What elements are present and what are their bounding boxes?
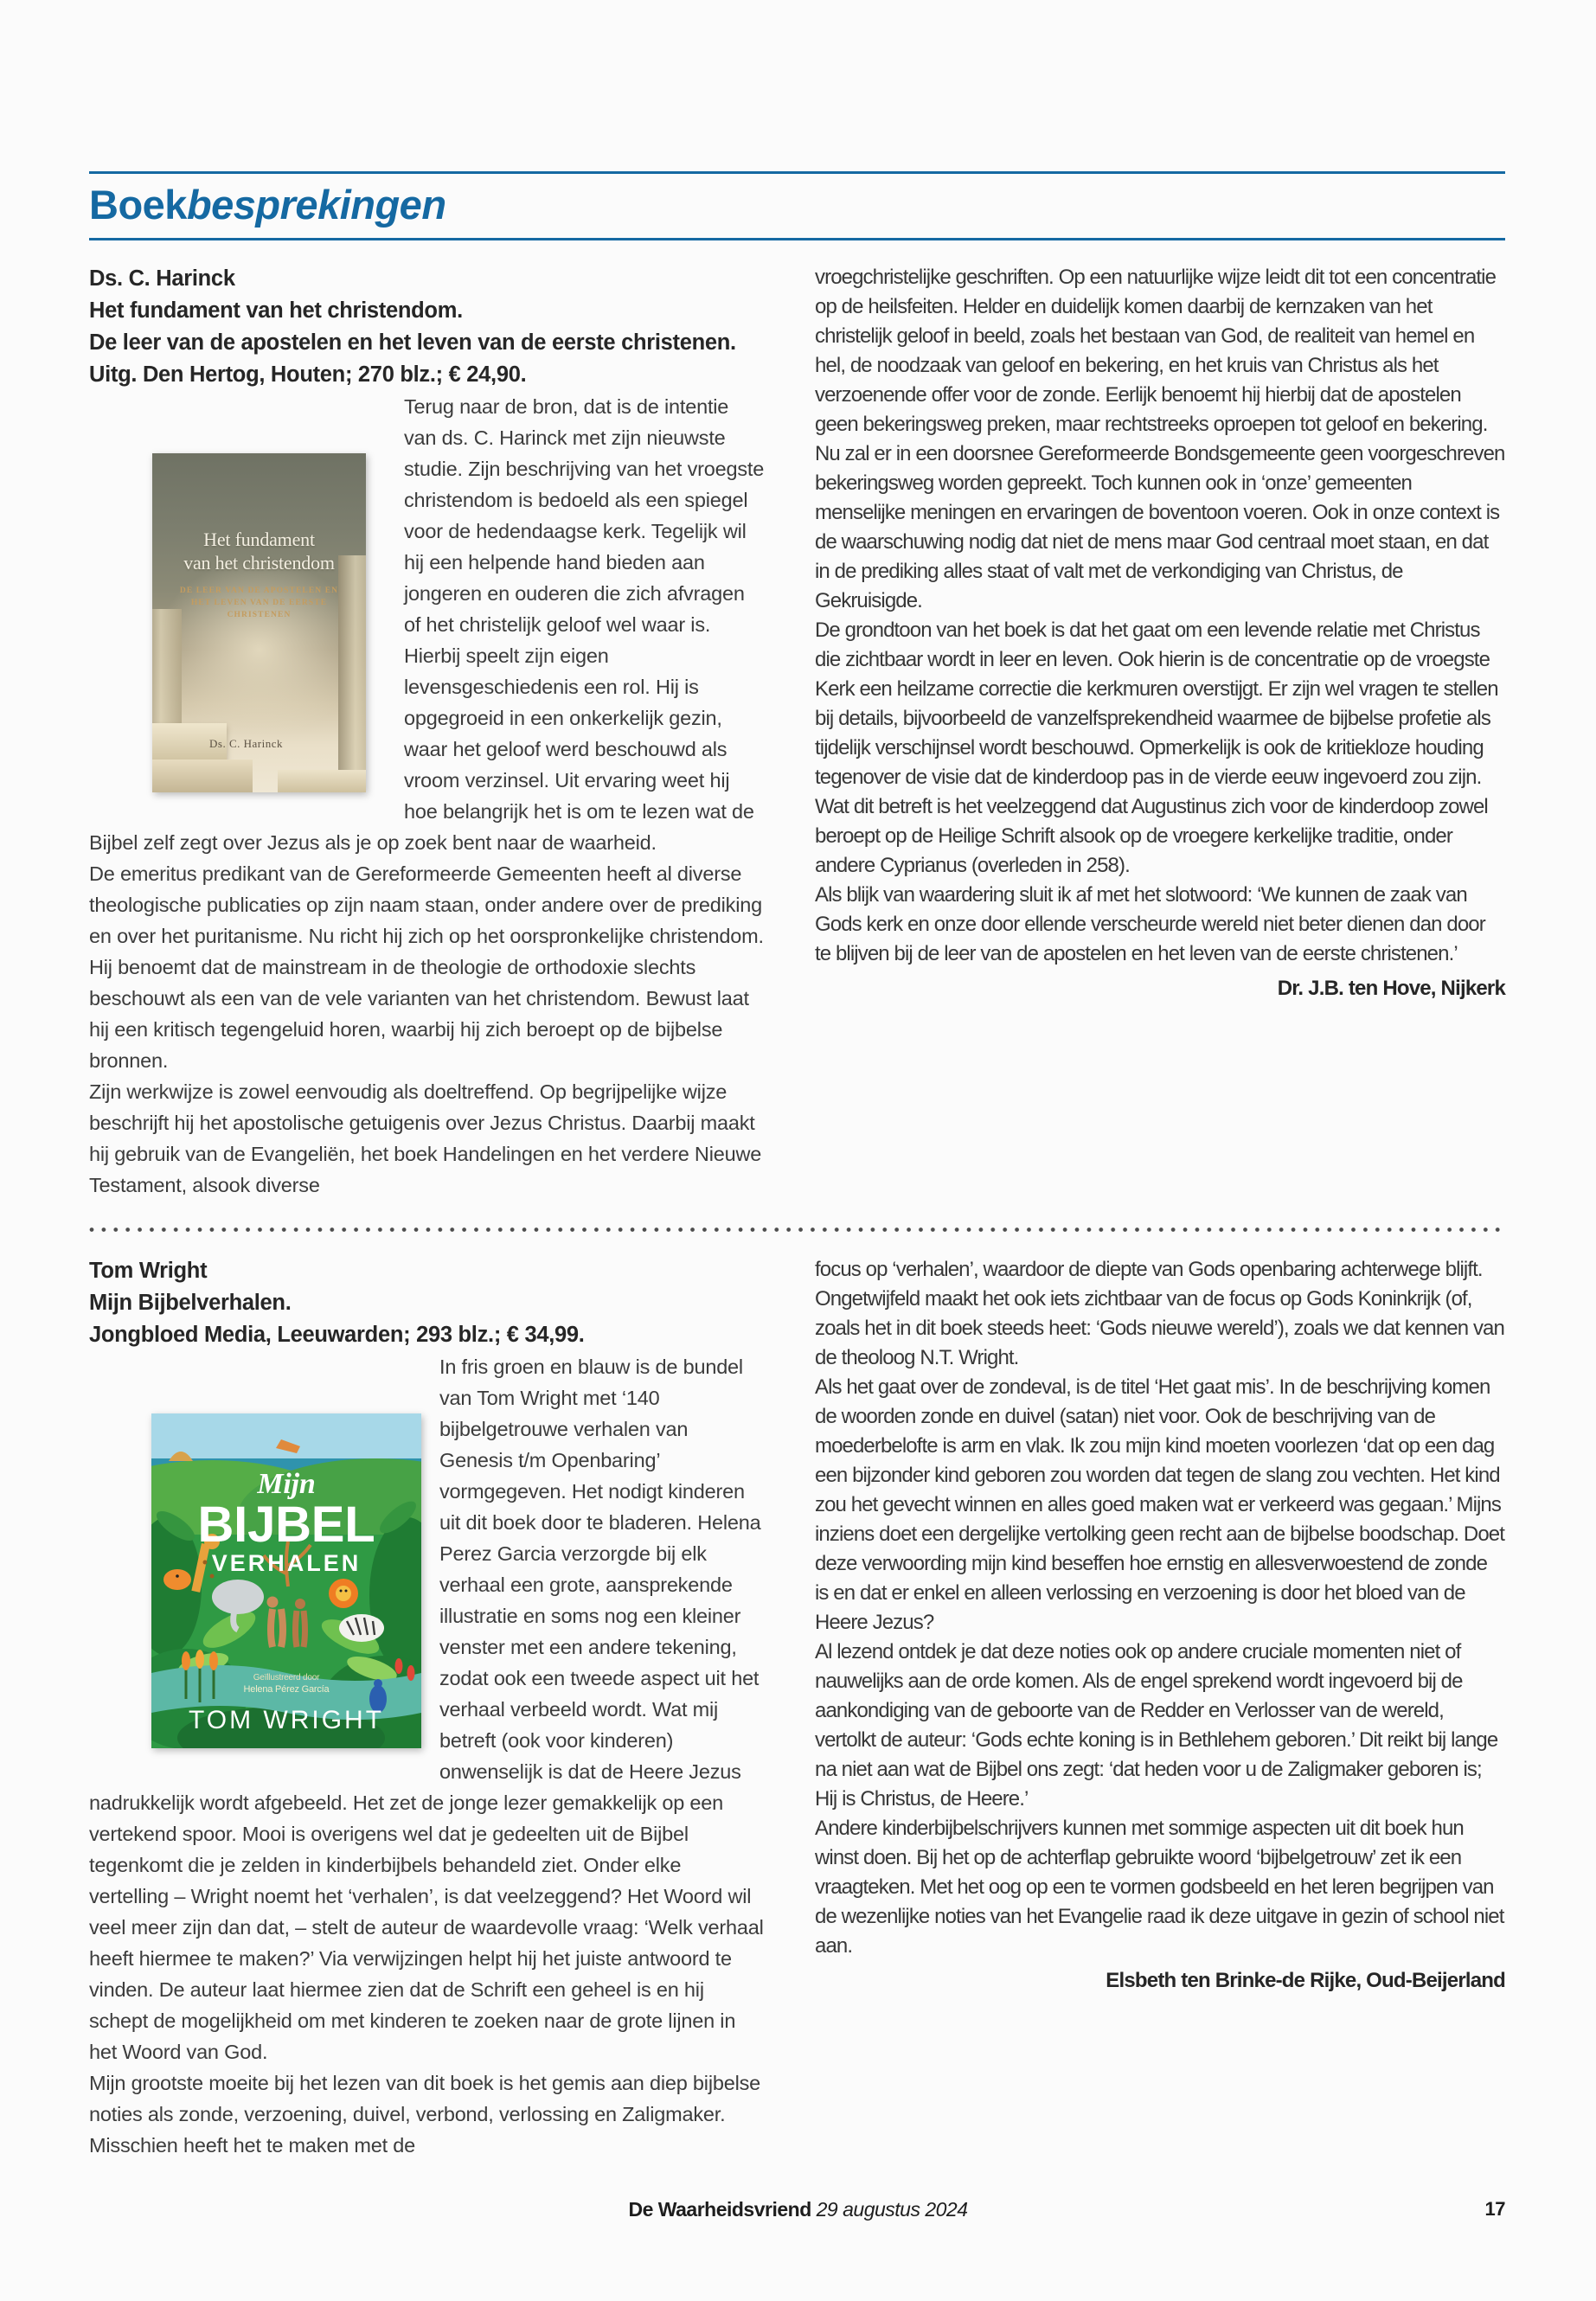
issue-date: 29 augustus 2024 [816,2198,968,2221]
cover-floor [278,770,366,792]
review-paragraph: De grondtoon van het boek is dat het gaat om een levende relatie met Christus die zichtbaar wordt in leer en leven. Ook hierin is de concentratie op de vroegste Kerk een heilzame correctie die kerkmuren overstijgt. Er zijn wel vragen te stellen bij details, bijvoorbeeld de vanzelfsprekendheid waarmee de bijbelse profetie als tijdelijk verschijnsel wordt beschouwd. Opmerkelijk is ook de kritiekloze houding tegenover de visie dat de kinderdoop pas in de vierde eeuw ingevoerd zou zijn. Wat dit betreft is het veelzeggend dat Augustinus zich voor de kinderdoop zowel beroept op de Heilige Schrift alsook op de vroegere kerkelijke traditie, onder andere Cyprianus (overleden in 258). [815,619,1498,877]
review-paragraph: Andere kinderbijbelschrijvers kunnen met sommige aspecten uit dit boek hun winst doen. Bij het op de achterflap gebruikte woord ‘bijbelgetrouw’ zet ik een vraagteken. Met het oog op een te vormen godsbeeld en het leren begrijpen van de wezenlijke noties van het Evangelie raad ik deze uitgave in gezin of school niet aan. [815,1817,1504,1958]
page-content [89,171,1505,2161]
section-header-band [89,171,1505,240]
review-harinck-left-column [89,263,765,1201]
review-paragraph: Terug naar de bron, dat is de intentie van ds. C. Harinck met zijn nieuwste studie. Zijn beschrijving van het vroegste christendom is bedoeld als een spiegel voor de hedendaagse kerk. Tegelijk wil hij een helpende hand bieden aan jongeren en ouderen die zich afvragen of het christelijk geloof wel waar is. Hierbij speelt zijn eigen levensgeschiedenis een rol. Hij is opgegroeid in een onkerkelijk gezin, waar het geloof werd beschouwd als vroom verzinsel. Uit ervaring weet hij hoe belangrijk het is om te lezen wat de Bijbel zelf zegt over Jezus als je op zoek bent naar de waarheid. [89,395,765,854]
review-harinck-body [89,391,765,1201]
review-paragraph: Als blijk van waardering sluit ik af met het slotwoord: ‘We kunnen de zaak van Gods kerk en onze door ellende verscheurde wereld niet beter dienen dan door te blijven bij de leer van de apostelen en het leven van de eerste christenen.’ [815,883,1485,965]
review-paragraph: Mijn grootste moeite bij het lezen van dit boek is het gemis aan diep bijbelse noties als zonde, verzoening, duivel, verbond, verlossing en Zaligmaker. Misschien heeft het te maken met de [89,2072,761,2157]
book-title: Het fundament van het christendom. [89,298,463,323]
book-cover-harinck [152,453,366,792]
reviewer-signature: Elsbeth ten Brinke-de Rijke, Oud-Beijerland [1106,1969,1505,1992]
cover-title: Het fundament van het christendom [183,529,335,574]
review-wright-left-column [89,1255,765,2161]
cover-subtitle-word: VERHALEN [211,1550,362,1576]
cover-script-word: Mijn [257,1468,316,1500]
cover-subtitle: DE LEER VAN DE APOSTELEN EN HET LEVEN VAN DE EERSTE CHRISTENEN [179,586,339,619]
cover-author: Ds. C. Harinck [209,737,283,750]
book-title: Mijn Bijbelverhalen. [89,1291,292,1315]
dotted-divider [89,1227,1505,1233]
book-author: Tom Wright [89,1259,208,1283]
review-wright-right-column [815,1255,1505,2161]
page-title [89,183,1505,228]
review-wright-body [89,1351,765,2161]
book-author: Ds. C. Harinck [89,266,235,291]
cover-author: TOM WRIGHT [188,1706,385,1734]
cover-title-word: BIJBEL [197,1497,375,1553]
review-wright-header [89,1255,765,1351]
review-paragraph: vroegchristelijke geschriften. Op een natuurlijke wijze leidt dit tot een concentratie op de heilsfeiten. Helder en duidelijk komen daarbij de kernzaken van het christelijk geloof in beeld, zoals het bestaan van God, de realiteit van hemel en hel, de noodzaak van geloof en bekering, en het kruis van Christus als het verzoenende offer voor de zonde. Eerlijk benoemt hij hierbij dat de apostelen geen bekeringsweg preken, maar rechtstreeks oproepen tot geloof en bekering. Nu zal er in een doorsnee Gereformeerde Bondsgemeente geen voorgeschreven bekeringsweg worden gepreekt. Toch kunnen ook in ‘onze’ gemeenten menselijke meningen en ervaringen de boventoon voeren. Ook in onze context is de waarschuwing nodig dat niet de mens maar God centraal moet staan, en dat in de prediking alles staat of valt met de verkondiging van Christus, de Gekruisigde. [815,266,1505,612]
cover-steps [152,760,253,792]
review-paragraph: focus op ‘verhalen’, waardoor de diepte van Gods openbaring achterwege blijft. Ongetwijfeld maakt het ook iets zichtbaar van de focus op Gods Koninkrijk (of, zoals het in dit boek steeds heet: ‘Gods nieuwe wereld’), zoals we dat kennen van de theoloog N.T. Wright. [815,1258,1504,1369]
reviewer-signature: Dr. J.B. ten Hove, Nijkerk [1277,977,1505,1000]
cover-credit-line1: Geïllustreerd door [253,1673,320,1682]
cover-illustration [151,1413,421,1748]
review-harinck-right-column [815,263,1505,1201]
book-subtitle: De leer van de apostelen en het leven van de eerste christenen. [89,330,736,355]
review-harinck-header [89,263,765,391]
magazine-name: De Waarheidsvriend [628,2198,811,2221]
book-publisher: Jongbloed Media, Leeuwarden; 293 blz.; € 34,99. [89,1323,585,1347]
review-wright [89,1255,1505,2161]
review-harinck [89,263,1505,1201]
review-paragraph: Als het gaat over de zondeval, is de titel ‘Het gaat mis’. In de beschrijving komen de woorden zonde en duivel (satan) niet voor. Ook de beschrijving van de moederbelofte is arm en vlak. Ik zou mijn kind moeten voorlezen ‘dat op een dag een bijzonder kind geboren zou worden dat tegen de slang zou vechten. Het kind zou het gevecht winnen en alles goed maken wat er verkeerd was gegaan.’ Mijns inziens doet een dergelijke vertolking geen recht aan de bijbelse boodschap. Doet deze verwoording mijn kind beseffen hoe ernstig en allesverwoestend de zonde is en dat er enkel en alleen verlossing en verzoening is door het bloed van de Heere Jezus? [815,1375,1505,1634]
book-cover-bijbelverhalen [151,1413,421,1748]
review-paragraph: De emeritus predikant van de Gereformeerde Gemeenten heeft al diverse theologische publicaties op zijn naam staan, onder andere over de prediking en over het puritanisme. Nu richt hij zich op het oorspronkelijke christendom. Hij benoemt dat de mainstream in de theologie de orthodoxie slechts beschouwt als een van de vele varianten van het christendom. Bewust laat hij een kritisch tegengeluid horen, waarbij hij zich beroept op de bijbelse bronnen. [89,862,764,1072]
review-paragraph: In fris groen en blauw is de bundel van Tom Wright met ‘140 bijbelgetrouwe verhalen van Genesis t/m Openbaring’ vormgegeven. Het nodigt kinderen uit dit boek door te bladeren. Helena Perez Garcia verzorgde bij elk verhaal een grote, aansprekende illustratie en soms nog een kleiner venster met een andere tekening, zodat ook een tweede aspect uit het verhaal verbeeld wordt. Wat mij betreft (ook voor kinderen) onwenselijk is dat de Heere Jezus nadrukkelijk wordt afgebeeld. Het zet de jonge lezer gemakkelijk op een vertekend spoor. Mooi is overigens wel dat je gedeelten uit de Bijbel tegenkomt die je zelden in kinderbijbels behandeld ziet. Onder elke vertelling – Wright noemt het ‘verhalen’, is dat veelzeggend? Het Woord wil veel meer zijn dan dat, – stelt de auteur de waardevolle vraag: ‘Welk verhaal heeft hiermee te maken?’ Via verwijzingen helpt hij het juiste antwoord te vinden. De auteur laat hiermee zien dat de Schrift een geheel is en hij schept de mogelijkheid om met kinderen te zoeken naar de grote lijnen in het Woord van God. [89,1356,764,2063]
book-publisher: Uitg. Den Hertog, Houten; 270 blz.; € 24,90. [89,362,527,387]
page-footer [0,2198,1596,2221]
review-paragraph: Zijn werkwijze is zowel eenvoudig als doeltreffend. Op begrijpelijke wijze beschrijft hij het apostolische getuigenis over Jezus Christus. Daarbij maakt hij gebruik van de Evangeliën, het boek Handelingen en het verdere Nieuwe Testament, alsook diverse [89,1080,762,1196]
page-title-italic: besprekingen [186,182,446,228]
review-paragraph: Al lezend ontdek je dat deze noties ook op andere cruciale momenten niet of nauwelijks aan de orde komen. Als de engel sprekend wordt ingevoerd bij de aankondiging van de geboorte van de Redder en Verlosser van de wereld, vertolkt de auteur: ‘Gods echte koning is in Bethlehem geboren.’ Dit reikt bij lange na niet aan wat de Bijbel ons zegt: ‘dat heden voor u de Zaligmaker geboren is; Hij is Christus, de Heere.’ [815,1640,1498,1811]
page-number: 17 [1484,2198,1505,2220]
cover-credit-line2: Helena Pérez García [243,1684,330,1695]
page-title-bold: Boek [89,182,187,228]
